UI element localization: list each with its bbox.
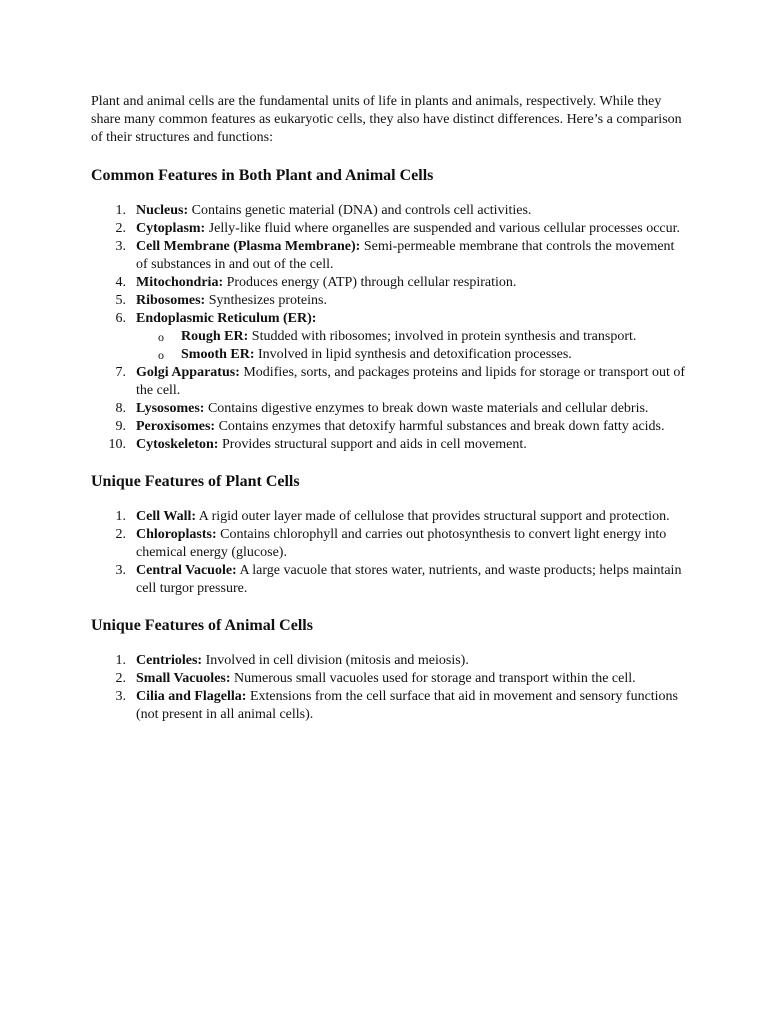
plant-features-list — [91, 508, 687, 598]
item-term: Centrioles: — [136, 653, 203, 668]
item-description: Synthesizes proteins. — [205, 293, 327, 308]
list-item — [91, 508, 687, 526]
item-number: 4. — [115, 275, 126, 290]
item-number: 1. — [115, 203, 126, 218]
item-number: 8. — [115, 401, 126, 416]
list-item — [91, 436, 687, 454]
list-item — [91, 292, 687, 310]
item-term: Lysosomes: — [136, 401, 205, 416]
er-subtype-list — [136, 328, 687, 364]
list-item — [91, 220, 687, 238]
common-features-list — [91, 202, 687, 454]
item-number: 3. — [115, 563, 126, 578]
item-number: 7. — [115, 365, 126, 380]
item-number: 2. — [115, 527, 126, 542]
item-term: Central Vacuole: — [136, 563, 237, 578]
item-description: A rigid outer layer made of cellulose that provides structural support and protection. — [196, 509, 670, 524]
item-number: 2. — [115, 671, 126, 686]
section-heading-common: Common Features in Both Plant and Animal Cells — [91, 167, 434, 184]
item-term: Rough ER: — [181, 329, 249, 344]
list-item — [91, 418, 687, 436]
animal-features-list — [91, 652, 687, 724]
list-item — [91, 400, 687, 418]
item-description: Contains genetic material (DNA) and controls cell activities. — [188, 203, 532, 218]
item-number: 3. — [115, 689, 126, 704]
item-description: Provides structural support and aids in cell movement. — [218, 437, 527, 452]
item-number: 6. — [115, 311, 126, 326]
item-description: Involved in lipid synthesis and detoxification processes. — [254, 347, 572, 362]
item-description: Involved in cell division (mitosis and meiosis). — [202, 653, 469, 668]
item-description: Extensions from the cell surface that aid in movement and sensory functions (not present in all animal cells). — [136, 689, 679, 722]
item-description: Contains enzymes that detoxify harmful substances and break down fatty acids. — [215, 419, 665, 434]
item-number: 2. — [115, 221, 126, 236]
bullet-icon: o — [158, 330, 164, 344]
item-term: Smooth ER: — [181, 347, 255, 362]
list-item — [91, 364, 687, 400]
list-item — [91, 670, 687, 688]
sub-list-item — [136, 328, 687, 346]
item-number: 5. — [115, 293, 126, 308]
list-item — [91, 274, 687, 292]
item-description: Numerous small vacuoles used for storage and transport within the cell. — [230, 671, 636, 686]
intro-paragraph: Plant and animal cells are the fundamental units of life in plants and animals, respectively. While they share many common features as eukaryotic cells, they also have distinct differences. Here’s a comparison of their structures and functions: — [91, 94, 682, 145]
item-description: Studded with ribosomes; involved in protein synthesis and transport. — [248, 329, 637, 344]
item-term: Cilia and Flagella: — [136, 689, 247, 704]
sub-list-item — [136, 346, 687, 364]
section-heading-animal: Unique Features of Animal Cells — [91, 617, 313, 634]
item-term: Nucleus: — [136, 203, 189, 218]
list-item — [91, 688, 687, 724]
item-number: 3. — [115, 239, 126, 254]
item-description: A large vacuole that stores water, nutrients, and waste products; helps maintain cell turgor pressure. — [136, 563, 682, 596]
item-description: Contains digestive enzymes to break down waste materials and cellular debris. — [204, 401, 649, 416]
item-description: Jelly-like fluid where organelles are suspended and various cellular processes occur. — [205, 221, 681, 236]
item-term: Ribosomes: — [136, 293, 206, 308]
item-term: Peroxisomes: — [136, 419, 216, 434]
list-item — [91, 202, 687, 220]
item-number: 9. — [115, 419, 126, 434]
list-item — [91, 310, 687, 364]
list-item — [91, 526, 687, 562]
item-term: Cytoskeleton: — [136, 437, 219, 452]
item-description: Produces energy (ATP) through cellular respiration. — [223, 275, 517, 290]
list-item — [91, 238, 687, 274]
list-item — [91, 562, 687, 598]
item-number: 1. — [115, 509, 126, 524]
section-heading-plant: Unique Features of Plant Cells — [91, 473, 300, 490]
document-body — [91, 93, 687, 724]
item-number: 1. — [115, 653, 126, 668]
item-description: Modifies, sorts, and packages proteins and lipids for storage or transport out of the cell. — [136, 365, 686, 398]
item-term: Chloroplasts: — [136, 527, 217, 542]
bullet-icon: o — [158, 348, 164, 362]
item-description: Semi-permeable membrane that controls the movement of substances in and out of the cell. — [136, 239, 675, 272]
item-description: Contains chlorophyll and carries out photosynthesis to convert light energy into chemical energy (glucose). — [136, 527, 667, 560]
item-number: 10. — [108, 437, 126, 452]
item-term: Small Vacuoles: — [136, 671, 231, 686]
list-item — [91, 652, 687, 670]
item-term: Mitochondria: — [136, 275, 224, 290]
item-term: Cell Membrane (Plasma Membrane): — [136, 239, 361, 254]
item-term: Golgi Apparatus: — [136, 365, 240, 380]
item-term: Cell Wall: — [136, 509, 197, 524]
item-term: Endoplasmic Reticulum (ER): — [136, 311, 317, 326]
item-term: Cytoplasm: — [136, 221, 206, 236]
